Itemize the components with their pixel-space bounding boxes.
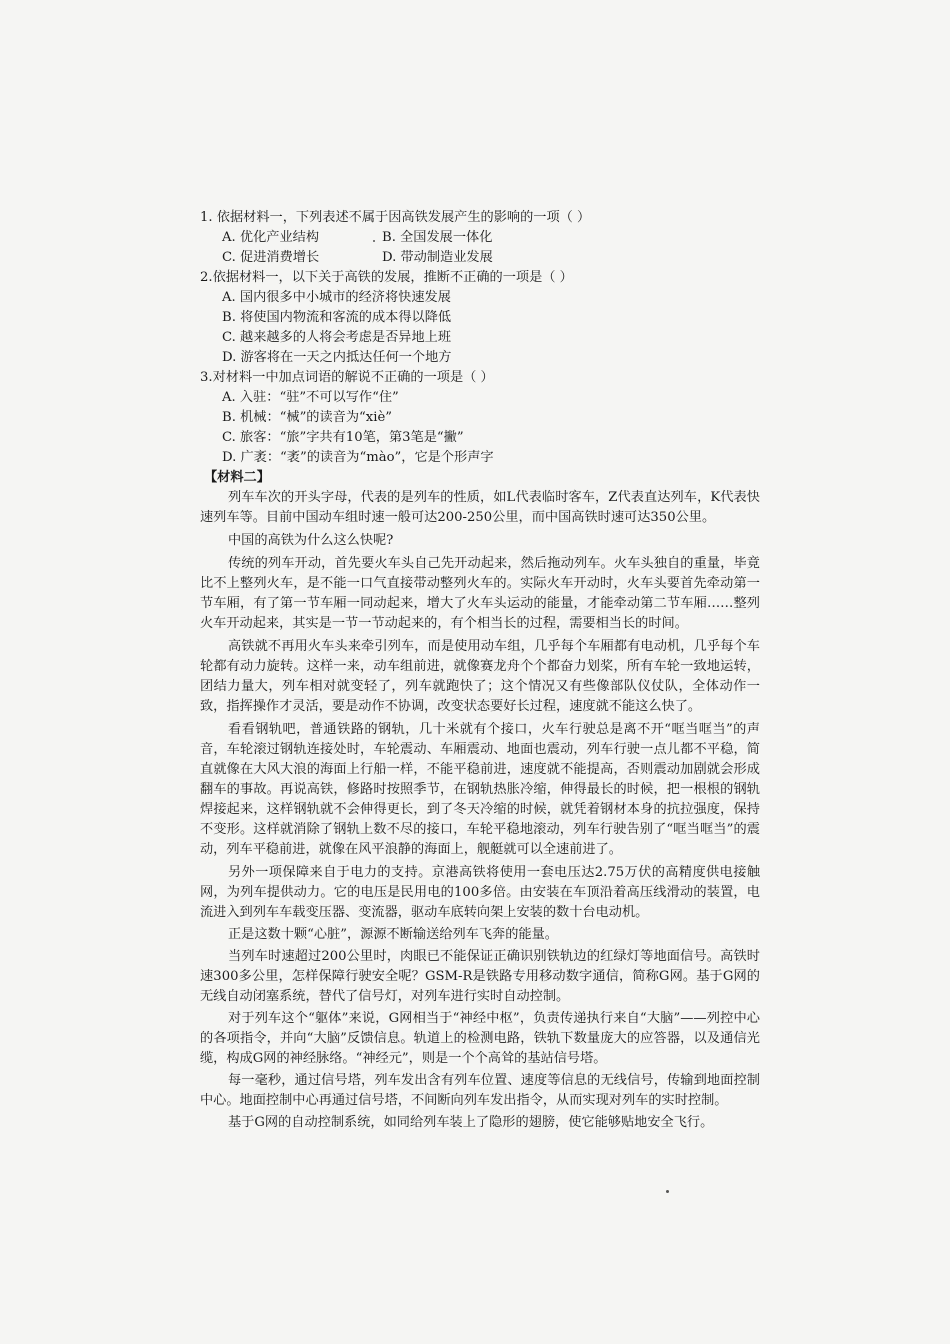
question-2: [200, 268, 760, 368]
option-b: B. 将使国内物流和客流的成本得以降低: [222, 310, 452, 325]
scan-speck: [373, 240, 375, 242]
option-b: B. 机械：“械”的读音为“xiè”: [222, 410, 393, 425]
question-1: [200, 208, 760, 268]
option-c: C. 越来越多的人将会考虑是否异地上班: [222, 330, 452, 345]
option-row: [200, 228, 760, 248]
paragraph: 高铁就不再用火车头来牵引列车，而是使用动车组，几乎每个车厢都有电动机，几乎每个车轮都有动力旋转。这样一来，动车组前进，就像赛龙舟个个都奋力划桨，所有车轮一致地运转，团结力量大，列车相对就变轻了，列车就跑快了；这个情况又有些像部队仪仗队，全体动作一致，指挥操作才灵活，要是动作不协调，改变状态要好长过程，速度就不能这么快了。: [200, 639, 760, 714]
paragraph: 传统的列车开动，首先要火车头自己先开动起来，然后拖动列车。火车头独自的重量，毕竟比不上整列火车，是不能一口气直接带动整列火车的。实际火车开动时，火车头要首先牵动第一节车厢，有了第一节车厢一同动起来，增大了火车头运动的能量，才能牵动第二节车厢……整列火车开动起来，其实是一节一节动起来的，有个相当长的过程，需要相当长的时间。: [200, 556, 760, 631]
paragraph: 看看钢轨吧，普通铁路的钢轨，几十米就有个接口，火车行驶总是离不开“哐当哐当”的声音，车轮滚过钢轨连接处时，车轮震动、车厢震动、地面也震动，列车行驶一点儿都不平稳，简直就像在大风大浪的海面上行船一样，不能平稳前进，速度就不能提高，否则震动加剧就会形成翻车的事故。再说高铁，修路时按照季节，在钢轨热胀冷缩，伸得最长的时候，把一根根的钢轨焊接起来，这样钢轨就不会伸得更长，到了冬天冷缩的时候，就凭着钢材本身的抗拉强度，保持不变形。这样就消除了钢轨上数不尽的接口，车轮平稳地滚动，列车行驶告别了“哐当哐当”的震动，列车平稳前进，就像在风平浪静的海面上，舰艇就可以全速前进了。: [200, 722, 760, 857]
option-a: A. 国内很多中小城市的经济将快速发展: [222, 290, 451, 305]
question-stem: 3.对材料一中加点词语的解说不正确的一项是（ ）: [200, 370, 494, 385]
option-b: B. 全国发展一体化: [382, 230, 493, 245]
option-a: A. 入驻：“驻”不可以写作“住”: [222, 390, 399, 405]
question-3: [200, 368, 760, 468]
paragraph: 基于G网的自动控制系统，如同给列车装上了隐形的翅膀，使它能够贴地安全飞行。: [228, 1115, 714, 1130]
option-a: A. 优化产业结构: [222, 230, 320, 245]
option-row: [200, 248, 760, 268]
paragraph: 正是这数十颗“心脏”，源源不断输送给列车飞奔的能量。: [228, 927, 558, 942]
option-d: D. 广袤：“袤”的读音为“mào”，它是个形声字: [222, 450, 494, 465]
paragraph: 每一毫秒，通过信号塔，列车发出含有列车位置、速度等信息的无线信号，传输到地面控制中心。地面控制中心再通过信号塔，不间断向列车发出指令，从而实现对列车的实时控制。: [200, 1073, 760, 1108]
material-body: [200, 488, 760, 1133]
paragraph: 对于列车这个“躯体”来说，G网相当于“神经中枢”，负责传递执行来自“大脑”——列控中心的各项指令，并向“大脑”反馈信息。轨道上的检测电路，铁轨下数量庞大的应答器，以及通信光缆，构成G网的神经脉络。“神经元”，则是一个个高耸的基站信号塔。: [200, 1011, 760, 1066]
option-d: D. 游客将在一天之内抵达任何一个地方: [222, 350, 452, 365]
material-heading: 【材料二】: [204, 470, 270, 485]
option-c: C. 旅客：“旅”字共有10笔，第3笔是“撇”: [222, 430, 464, 445]
paragraph: 当列车时速超过200公里时，肉眼已不能保证正确识别铁轨边的红绿灯等地面信号。高铁时速300多公里，怎样保障行驶安全呢？GSM-R是铁路专用移动数字通信，简称G网。基于G网的无线自动闭塞系统，替代了信号灯，对列车进行实时自动控制。: [200, 949, 760, 1004]
option-c: C. 促进消费增长: [222, 250, 320, 265]
scan-speck: [666, 1190, 669, 1193]
document-content: [200, 208, 760, 1135]
paragraph: 中国的高铁为什么这么快呢?: [228, 533, 394, 548]
paragraph: 另外一项保障来自于电力的支持。京港高铁将使用一套电压达2.75万伏的高精度供电接触网，为列车提供动力。它的电压是民用电的100多倍。由安装在车顶沿着高压线滑动的装置，电流进入到列车车载变压器、变流器，驱动车底转向架上安装的数十台电动机。: [200, 865, 760, 920]
paragraph: 列车车次的开头字母，代表的是列车的性质，如L代表临时客车，Z代表直达列车，K代表快速列车等。目前中国动车组时速一般可达200-250公里，而中国高铁时速可达350公里。: [200, 490, 760, 525]
question-stem: 1. 依据材料一，下列表述不属于因高铁发展产生的影响的一项（ ）: [200, 210, 591, 225]
option-d: D. 带动制造业发展: [382, 250, 493, 265]
question-stem: 2.依据材料一，以下关于高铁的发展，推断不正确的一项是（ ）: [200, 270, 573, 285]
